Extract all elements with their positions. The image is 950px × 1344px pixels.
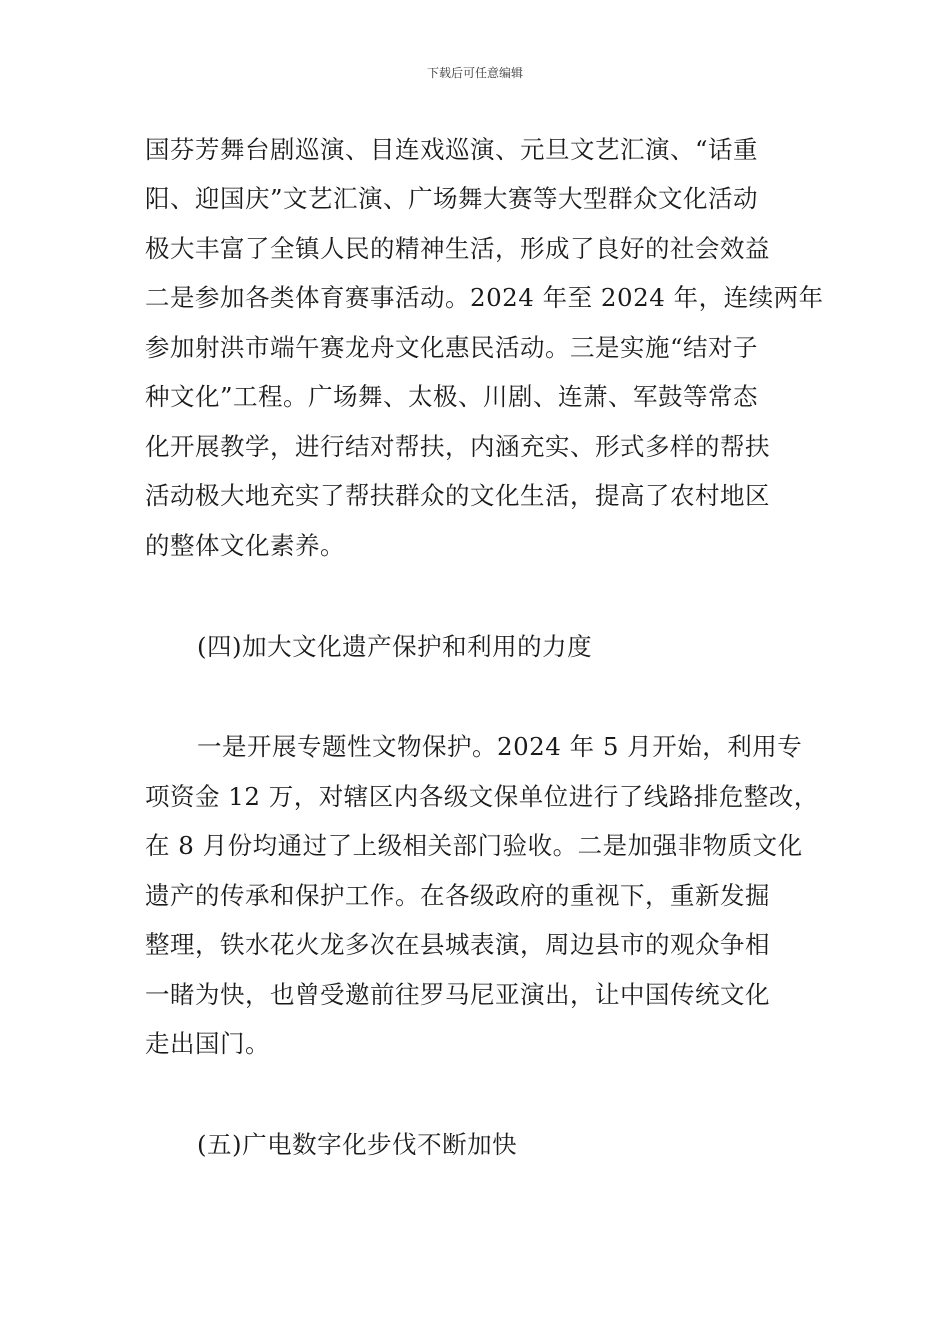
paragraph-line: 一是开展专题性文物保护。2024 年 5 月开始，利用专 [197, 732, 803, 761]
paragraph-line: 整理，铁水花火龙多次在县城表演，周边县市的观众争相 [145, 930, 770, 959]
paragraph-line: 项资金 12 万，对辖区内各级文保单位进行了线路排危整改， [145, 782, 819, 811]
paragraph-line: 极大丰富了全镇人民的精神生活，形成了良好的社会效益 [145, 234, 770, 263]
paragraph-line: 活动极大地充实了帮扶群众的文化生活，提高了农村地区 [145, 481, 770, 510]
paragraph-line: 化开展教学，进行结对帮扶，内涵充实、形式多样的帮扶 [145, 432, 770, 461]
paragraph-line: 走出国门。 [145, 1029, 270, 1058]
paragraph-line: 的整体文化素养。 [145, 531, 345, 560]
section-heading-5: (五)广电数字化步伐不断加快 [197, 1130, 518, 1159]
section-heading-4: (四)加大文化遗产保护和利用的力度 [197, 632, 593, 661]
paragraph-line: 二是参加各类体育赛事活动。2024 年至 2024 年，连续两年 [145, 283, 824, 312]
paragraph-line: 在 8 月份均通过了上级相关部门验收。二是加强非物质文化 [145, 831, 803, 860]
paragraph-line: 参加射洪市端午赛龙舟文化惠民活动。三是实施“结对子 [145, 333, 759, 362]
paragraph-line: 国芬芳舞台剧巡演、目连戏巡演、元旦文艺汇演、“话重 [145, 135, 759, 164]
paragraph-line: 遗产的传承和保护工作。在各级政府的重视下，重新发掘 [145, 881, 770, 910]
paragraph-line: 一睹为快，也曾受邀前往罗马尼亚演出，让中国传统文化 [145, 980, 770, 1009]
paragraph-line: 种文化”工程。广场舞、太极、川剧、连萧、军鼓等常态 [145, 382, 759, 411]
page-header-note: 下载后可任意编辑 [426, 66, 523, 80]
paragraph-line: 阳、迎国庆”文艺汇演、广场舞大赛等大型群众文化活动 [145, 184, 759, 213]
